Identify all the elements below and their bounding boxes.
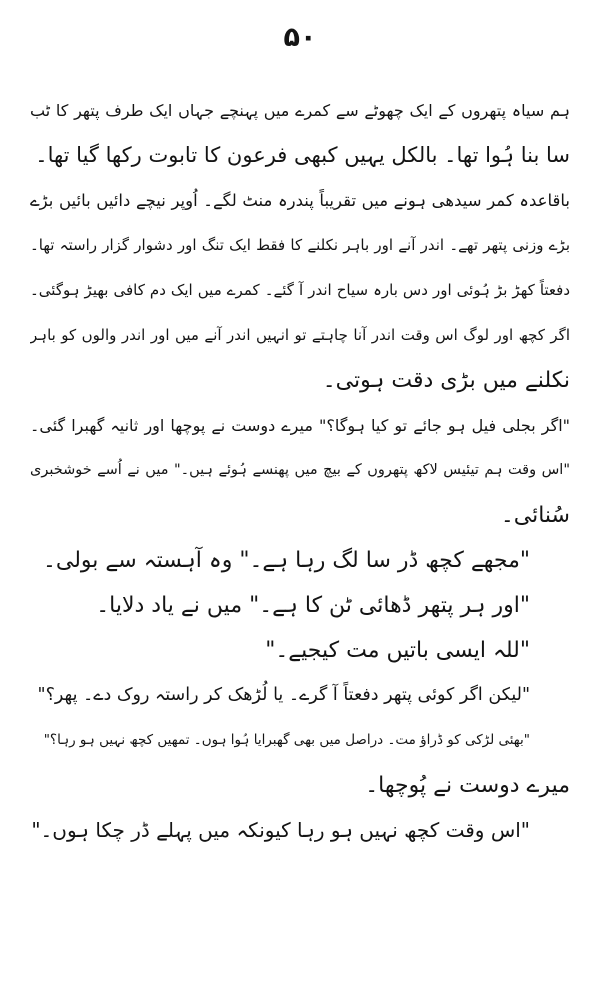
text-line: نکلنے میں بڑی دقت ہوتی۔ bbox=[322, 368, 570, 393]
text-line: سا بنا ہُوا تھا۔ بالکل یہیں کبھی فرعون کا تابوت رکھا گیا تھا۔ bbox=[35, 143, 570, 167]
page-number: ۵۰ bbox=[283, 22, 317, 53]
text-body bbox=[30, 88, 570, 853]
text-line: سُنائی۔ bbox=[500, 503, 570, 528]
text-line: "اور ہر پتھر ڈھائی ٹن کا ہے۔" میں نے یاد دلایا۔ bbox=[96, 593, 530, 618]
text-line: "مجھے کچھ ڈر سا لگ رہا ہے۔" وہ آہستہ سے بولی۔ bbox=[42, 548, 530, 573]
text-line: اگر کچھ اور لوگ اس وقت اندر آنا چاہتے تو انہیں اندر آنے میں اور اندر والوں کو باہر bbox=[30, 326, 570, 344]
text-line: دفعتاً کھڑ بڑ ہُوئی اور دس بارہ سیاح اندر آ گئے۔ کمرے میں ایک دم کافی بھیڑ ہوگئی۔ bbox=[30, 281, 570, 299]
text-line: "بھئی لڑکی کو ڈراؤ مت۔ دراصل میں بھی گھبرایا ہُوا ہوں۔ تمھیں کچھ نہیں ہو رہا؟" bbox=[43, 732, 530, 748]
text-line: باقاعدہ کمر سیدھی ہونے میں تقریباً پندرہ منٹ لگے۔ اُوپر نیچے دائیں بائیں بڑے bbox=[30, 191, 570, 210]
text-line: بڑے وزنی پتھر تھے۔ اندر آنے اور باہر نکلنے کا فقط ایک تنگ اور دشوار گزار راستہ تھا۔ bbox=[30, 236, 570, 254]
text-line: میرے دوست نے پُوچھا۔ bbox=[365, 773, 570, 798]
text-line: "اس وقت کچھ نہیں ہو رہا کیونکہ میں پہلے ڈر چکا ہوں۔" bbox=[31, 818, 530, 842]
text-line: "اس وقت ہم تیئیس لاکھ پتھروں کے بیچ میں پھنسے ہُوئے ہیں۔" میں نے اُسے خوشخبری bbox=[30, 462, 570, 478]
text-line: "اگر بجلی فیل ہو جائے تو کیا ہوگا؟" میرے دوست نے پوچھا اور ثانیہ گھبرا گئی۔ bbox=[30, 416, 570, 435]
text-line: ہم سیاہ پتھروں کے ایک چھوٹے سے کمرے میں پہنچے جہاں ایک طرف پتھر کا ٹب bbox=[30, 101, 570, 120]
text-line: "لیکن اگر کوئی پتھر دفعتاً آ گرے۔ یا لُڑھک کر راستہ روک دے۔ پھر؟" bbox=[37, 685, 530, 705]
text-line: "للہ ایسی باتیں مت کیجیے۔" bbox=[265, 638, 530, 663]
